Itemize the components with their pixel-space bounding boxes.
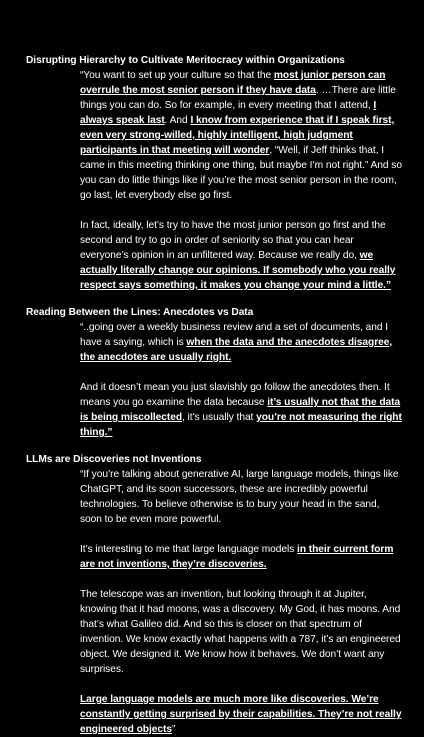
text-run: ” xyxy=(171,724,176,735)
highlighted-text: in their current form are not inventions, they’re discoveries. xyxy=(80,544,394,570)
text-run: The telescope was an invention, but looking through it at Jupiter, knowing that it had moons, was a discovery. My God, it has moons. And that’s what Galileo did. And so this is closer on that spectrum of invention. We know exactly what happens with a 787, it’s an engineered object. We designed it. We know how it behaves. We don’t want any surprises. xyxy=(80,589,401,675)
paragraph-gap xyxy=(26,365,404,380)
paragraph xyxy=(80,68,404,203)
section-llms-discoveries xyxy=(26,453,404,737)
paragraph xyxy=(80,218,404,293)
text-run: “You want to set up your culture so that the xyxy=(80,70,274,81)
text-run: , “Well, if Jeff thinks that, I came in this meeting thinking one thing, but maybe I’m not right.” And so you can do little things like if you’re the most senior person in the room, go last, let everybody else go first. xyxy=(80,145,402,201)
section-anecdotes-vs-data xyxy=(26,306,404,440)
text-run: , it’s usually that xyxy=(182,412,257,423)
paragraph xyxy=(80,467,404,527)
highlighted-text: most junior person can overrule the most senior person if they have data xyxy=(80,70,386,96)
text-run: . And xyxy=(164,115,191,126)
text-run: . …There are little things you can do. So for example, in every meeting that I attend, xyxy=(80,85,396,111)
paragraph xyxy=(80,542,404,572)
highlighted-text: I always speak last xyxy=(80,100,377,126)
highlighted-text: you’re not measuring the right thing.” xyxy=(80,412,402,438)
text-run: “..going over a weekly business review and a set of documents, and I have a saying, which is xyxy=(80,322,389,348)
paragraph-gap xyxy=(26,677,404,692)
highlighted-text: when the data and the anecdotes disagree, the anecdotes are usually right. xyxy=(80,337,393,363)
highlighted-text: it’s usually not that the data is being miscollected xyxy=(80,397,401,423)
paragraph xyxy=(80,692,404,737)
text-run: “If you’re talking about generative AI, large language models, things like ChatGPT, and its soon successors, these are incredibly powerful technologies. To believe otherwise is to bury your head in the sand, soon to be even more powerful. xyxy=(80,469,399,525)
paragraph-gap xyxy=(26,572,404,587)
highlighted-text: we actually literally change our opinions. If somebody who you really respect says something, it makes you change your mind a little.” xyxy=(80,250,396,291)
highlighted-text: Large language models are much more like discoveries. We’re constantly getting surprised by their capabilities. They’re not really engineered objects xyxy=(80,694,402,735)
paragraph-gap xyxy=(26,203,404,218)
paragraph-gap xyxy=(26,527,404,542)
section-heading: Reading Between the Lines: Anecdotes vs Data xyxy=(26,307,254,318)
section-disrupting-hierarchy xyxy=(26,54,404,293)
section-heading: Disrupting Hierarchy to Cultivate Meritocracy within Organizations xyxy=(26,55,345,66)
highlighted-text: I know from experience that if I speak first, even very strong-willed, highly intelligent, high judgment participants in that meeting will wonder xyxy=(80,115,395,156)
text-run: And it doesn’t mean you just slavishly go follow the anecdotes then. It means you go examine the data because xyxy=(80,382,390,408)
text-run: In fact, ideally, let’s try to have the most junior person go first and the second and try to go in order of seniority so that you can hear everyone’s opinion in an unfiltered way. Because we really do, xyxy=(80,220,386,261)
section-heading: LLMs are Discoveries not Inventions xyxy=(26,454,202,465)
paragraph xyxy=(80,380,404,440)
paragraph xyxy=(80,320,404,365)
text-run: It’s interesting to me that large language models xyxy=(80,544,298,555)
paragraph xyxy=(80,587,404,677)
